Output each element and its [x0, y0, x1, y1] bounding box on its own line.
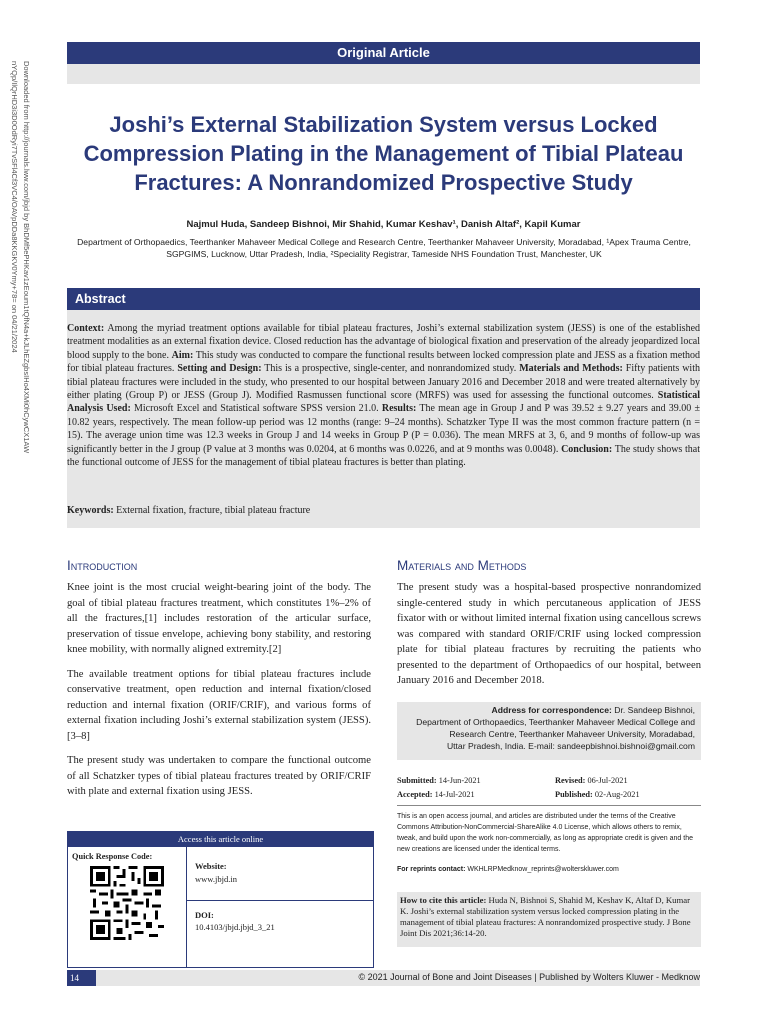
- materials-methods-body: [397, 580, 701, 698]
- abstract-setting: This is a prospective, single-center, and nonrandomized study.: [264, 363, 517, 375]
- abstract-context-label: Context:: [67, 323, 105, 334]
- correspondence-first-line: [400, 704, 695, 716]
- abstract-results: The mean age in Group J and P was 39.52 ± 9.27 years and 39.00 ± 10.82 years, respectively. The mean follow-up period was 12 months (range: 9–24 months). Schatzker Type II was the most common fracture pattern (n = 15). The average union time was 12.3 weeks in Group J and 14 weeks in Group P (P = 0.036). The mean MRFS at 3, 6, and 9 months of follow-up was significantly better in the J group (P value at 3 months was 0.0204, at 6 months was 0.0226, and at 9 months was 0.0048).: [67, 403, 700, 455]
- keywords-label: Keywords:: [67, 505, 114, 516]
- published-label: Published:: [555, 790, 593, 799]
- access-divider-horizontal: [186, 900, 374, 901]
- dates-divider: [397, 805, 701, 806]
- reprints-label: For reprints contact:: [397, 866, 466, 873]
- article-title: Joshi’s External Stabilization System versus Locked Compression Plating in the Management of Tibial Plateau Fractures: A Nonrandomized Prospective Study: [83, 112, 684, 195]
- correspondence-label: Address for correspondence:: [491, 705, 612, 715]
- author-list: Najmul Huda, Sandeep Bishnoi, Mir Shahid, Kumar Keshav¹, Danish Altaf², Kapil Kumar: [186, 219, 581, 230]
- abstract-heading: [67, 288, 700, 310]
- revised-value: 06-Jul-2021: [587, 776, 628, 785]
- website-link[interactable]: www.jbjd.in: [195, 874, 237, 884]
- citation-text: Huda N, Bishnoi S, Shahid M, Keshav K, Altaf D, Kumar K. Joshi’s external stabilization system versus locked compression plating in the management of tibial plateau fractures: A nonrandomized prospective study. J Bone Joint Dis 2021;36:14-20.: [400, 895, 691, 938]
- correspondence: [400, 704, 695, 752]
- abstract-methods: Fifty patients with tibial plateau fractures were included in the study, who presented to our hospital between January 2016 and December 2018 and were treated alternatively by either plating (Group P) or JESS (Group J). Modified Rasmussen functional score (MRFS) was used for assessing the functional outcomes.: [67, 363, 700, 402]
- intro-paragraph-2: The available treatment options for tibial plateau fractures include conservative treatment, open reduction and internal fixation/closed reduction and internal fixation (ORIF/CRIF), and various forms of external fixation including Joshi’s external stabilization system (JESS).[3–8]: [67, 668, 371, 742]
- doi-label: DOI:: [195, 910, 214, 920]
- reprints-email[interactable]: WKHLRPMedknow_reprints@wolterskluwer.com: [467, 866, 619, 873]
- abstract-aim: This study was conducted to compare the functional results between locked compression plate and JESS as a fixation method for tibial plateau fractures.: [67, 349, 700, 375]
- abstract-text: [67, 322, 700, 469]
- footer-text: © 2021 Journal of Bone and Joint Diseases | Published by Wolters Kluwer - Medknow: [358, 972, 700, 982]
- mm-paragraph-1: The present study was a hospital-based prospective nonrandomized single-centered study in which percutaneous application of JESS fixator with or without limited internal fixation using cancellous screws was compared with standard ORIF/CRIF using locked compression plate for tibial plateau fractures by recruiting the patients who presented to the department of Orthopaedics of our hospital, between January 2016 and December 2018.: [397, 582, 701, 686]
- accepted-label: Accepted:: [397, 790, 433, 799]
- correspondence-line-1: Department of Orthopaedics, Teerthanker Mahaveer Medical College and: [416, 717, 695, 727]
- affiliations: Department of Orthopaedics, Teerthanker Mahaveer Medical College and Research Centre, Teerthanker Mahaveer University, Moradabad, ¹Apex Trauma Centre, SGPGIMS, Lucknow, Uttar Pradesh, India, ²Speciality Registrar, Tameside NHS Foundation Trust, Manchester, UK: [77, 237, 691, 259]
- intro-paragraph-1: Knee joint is the most crucial weight-bearing joint of the body. The goal of tibial plateau fractures treatment, which constitutes 1%–2% of all the fractures,[1] includes restoration of the articular surface, preservation of tissue envelope, achieving bony stability, and restoring knee mobility, with normally aligned extremity.[2]: [67, 582, 371, 655]
- license-text: This is an open access journal, and articles are distributed under the terms of the Creative Commons Attribution-NonCommercial-ShareAlike 4.0 License, which allows others to remix, tweak, and build upon the work non-commercially, as long as appropriate credit is given and the new creations are licensed under the identical terms.: [397, 813, 693, 853]
- published-value: 02-Aug-2021: [594, 790, 640, 799]
- abstract-results-label: Results:: [381, 403, 417, 415]
- abstract-stats: Microsoft Excel and Statistical software SPSS version 21.0.: [134, 403, 379, 415]
- abstract-setting-label: Setting and Design:: [177, 363, 262, 375]
- abstract-stats-label: Statistical Analysis Used:: [67, 390, 700, 415]
- submitted-value: 14-Jun-2021: [438, 776, 481, 785]
- abstract-conclusion: The study shows that the functional outcome of JESS for the management of tibial plateau fractures is better than plating.: [67, 443, 700, 469]
- materials-methods-heading: Materials and Methods: [397, 558, 527, 573]
- correspondence-line-2: Research Centre, Teerthanker Mahaveer University, Moradabad,: [449, 729, 695, 739]
- abstract-aim-label: Aim:: [171, 349, 194, 361]
- doi-link[interactable]: 10.4103/jbjd.jbjd_3_21: [195, 922, 275, 932]
- citation-label: How to cite this article:: [400, 895, 487, 905]
- page-number: 14: [67, 970, 96, 986]
- accepted-date: [397, 788, 475, 802]
- access-divider-vertical: [186, 847, 187, 967]
- introduction-body: [67, 580, 371, 809]
- banner-grey-strip: [67, 64, 700, 84]
- keywords-text: External fixation, fracture, tibial plateau fracture: [116, 505, 311, 516]
- qr-code-icon: [90, 866, 164, 940]
- introduction-heading: Introduction: [67, 558, 138, 573]
- correspondence-name: Dr. Sandeep Bishnoi,: [614, 705, 695, 715]
- published-date: [555, 788, 640, 802]
- abstract-conclusion-label: Conclusion:: [561, 443, 613, 455]
- website-label: Website:: [195, 861, 227, 871]
- download-side-note: [8, 61, 32, 751]
- access-heading: Access this article online: [67, 831, 374, 847]
- keywords: [67, 505, 700, 516]
- citation-body: [397, 892, 701, 942]
- abstract-methods-label: Materials and Methods:: [519, 363, 623, 375]
- side-note-line-1: Downloaded from http://journals.lww.com/jbjd by BhDMf5ePHKav1zEoum1tQfN4a+kJLhEZgbsIHo4XMi0hCywCX1AW: [22, 61, 31, 454]
- qr-label: Quick Response Code:: [72, 852, 153, 861]
- revised-date: [555, 774, 628, 788]
- submitted-label: Submitted:: [397, 776, 437, 785]
- article-type-banner: Original Article: [67, 42, 700, 64]
- intro-paragraph-3: The present study was undertaken to compare the functional outcome of all Schatzker types of tibial plateau fractures treated by ORIF/CRIF with plate and external fixation using JESS.: [67, 755, 371, 797]
- submitted-date: [397, 774, 481, 788]
- accepted-value: 14-Jul-2021: [434, 790, 475, 799]
- revised-label: Revised:: [555, 776, 586, 785]
- abstract-heading-text: Abstract: [75, 292, 126, 306]
- abstract-context: Among the myriad treatment options available for tibial plateau fractures, Joshi’s external stabilization system (JESS) is one of the established treatment modalities as an external fixation device. Closed reduction has the advantage of biological fixation and preservation of the already jeopardized local blood supply to the bone.: [67, 323, 701, 361]
- reprints: [397, 866, 701, 873]
- citation-panel: [397, 892, 701, 947]
- side-note-line-2: nYQp/IlQrHD3i3D0OdRyi7TvSFl4Cf3VC4/OAVpDDa8KKGKV0Ymy+78= on 04/21/2024: [10, 61, 19, 353]
- correspondence-line-3: Uttar Pradesh, India. E-mail: sandeepbishnoi.bishnoi@gmail.com: [446, 741, 695, 751]
